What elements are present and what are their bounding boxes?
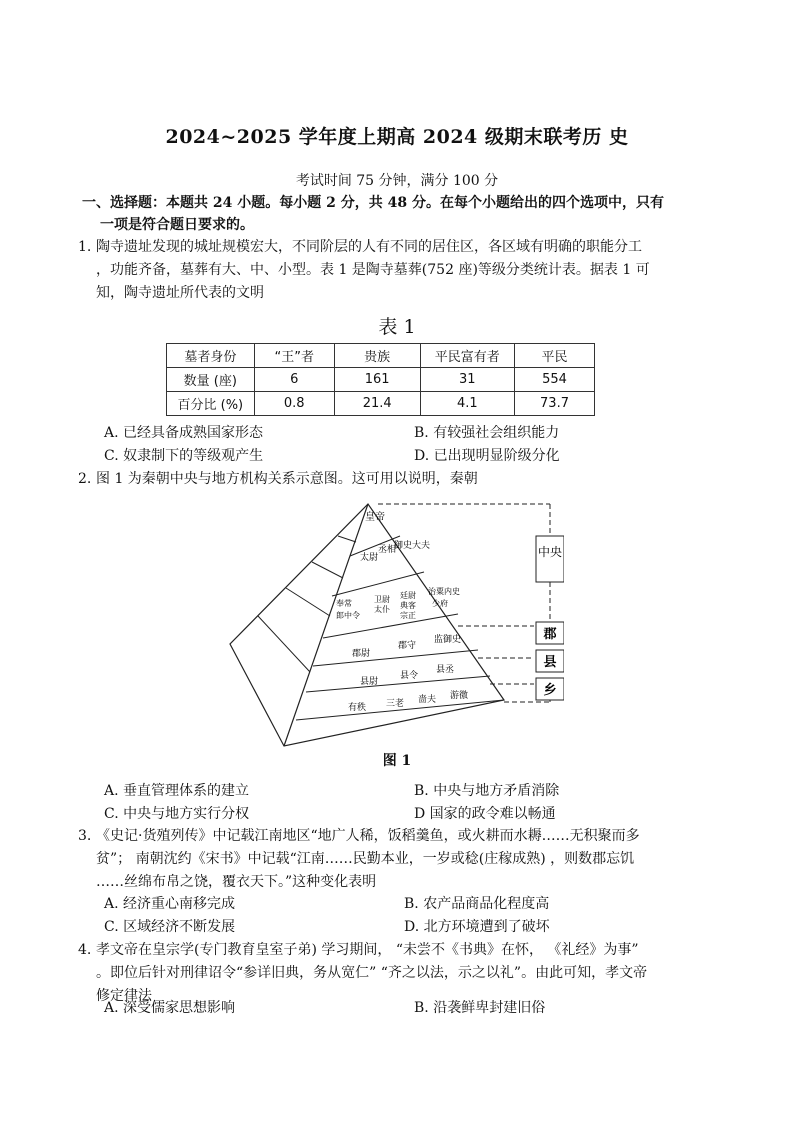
level3-label: 治粟内史 bbox=[428, 587, 460, 596]
county-label: 县尉 bbox=[360, 677, 379, 687]
county-box-label: 县 bbox=[543, 655, 557, 670]
table-header-cell: 平民富有者 bbox=[420, 344, 514, 368]
level2-label: 太尉 bbox=[360, 553, 379, 563]
q2-option-c[interactable]: C. 中央与地方实行分权 bbox=[104, 806, 250, 822]
table-cell: 554 bbox=[515, 368, 595, 392]
level3-label: 郎中令 bbox=[336, 611, 360, 620]
commandery-label: 郡守 bbox=[398, 641, 417, 651]
township-box-label: 乡 bbox=[543, 683, 557, 698]
figure-1-caption: 图 1 bbox=[382, 753, 412, 769]
section-heading-line1: 一、选择题：本题共 24 小题。每小题 2 分，共 48 分。在每个小题给出的四个选项中，只有 bbox=[82, 195, 664, 211]
q1-option-a[interactable]: A. 已经具备成熟国家形态 bbox=[104, 425, 264, 441]
township-label: 游徼 bbox=[450, 691, 469, 701]
commandery-box-label: 郡 bbox=[543, 627, 557, 642]
table-cell: 数量 (座) bbox=[167, 368, 255, 392]
level3-labels bbox=[336, 586, 460, 620]
table-cell: 4.1 bbox=[420, 392, 514, 416]
exam-title: 2024~2025 学年度上期高 2024 级期末联考历 史 bbox=[165, 126, 629, 148]
central-box bbox=[536, 536, 564, 582]
question-1-number: 1. bbox=[78, 239, 92, 255]
q3-option-d[interactable]: D. 北方环境遭到了破坏 bbox=[404, 919, 550, 935]
question-2-number: 2. bbox=[78, 471, 92, 487]
tomb-stats-table bbox=[166, 343, 595, 416]
q1-option-d[interactable]: D. 已出现明显阶级分化 bbox=[414, 448, 560, 464]
commandery-label: 郡尉 bbox=[352, 649, 371, 659]
level3-label: 少府 bbox=[432, 599, 448, 608]
level2-labels bbox=[360, 539, 430, 563]
q2-option-b[interactable]: B. 中央与地方矛盾消除 bbox=[414, 783, 560, 799]
emperor-label: 皇帝 bbox=[365, 512, 385, 523]
question-2-line: 图 1 为秦朝中央与地方机构关系示意图。这可用以说明，秦朝 bbox=[96, 471, 478, 487]
table-row bbox=[167, 368, 595, 392]
table-header-cell: 贵族 bbox=[334, 344, 420, 368]
table-cell: 73.7 bbox=[515, 392, 595, 416]
table-header-cell: 墓者身份 bbox=[167, 344, 255, 368]
table-cell: 6 bbox=[254, 368, 334, 392]
question-1-line: 陶寺遗址发现的城址规模宏大，不同阶层的人有不同的居住区，各区域有明确的职能分工 bbox=[96, 239, 642, 255]
table-row bbox=[167, 392, 595, 416]
question-3-line: 贫”； 南朝沈约《宋书》中记载“江南……民勤本业，一岁或稔(庄稼成熟) ，则数郡忘饥 bbox=[96, 851, 635, 867]
question-1-line: 知，陶寺遗址所代表的文明 bbox=[96, 285, 264, 301]
level2-label: 丞相 bbox=[378, 545, 397, 555]
table-1-caption: 表 1 bbox=[378, 316, 416, 338]
q1-option-c[interactable]: C. 奴隶制下的等级观产生 bbox=[104, 448, 264, 464]
county-label: 县丞 bbox=[436, 665, 455, 675]
left-face-line bbox=[258, 616, 310, 672]
question-4-line: 。即位后针对刑律诏令“参详旧典，务从宽仁” “齐之以法，示之以礼”。由此可知，孝文帝 bbox=[96, 965, 648, 981]
level2-label: 御史大夫 bbox=[394, 541, 431, 551]
county-label: 县令 bbox=[400, 671, 419, 681]
question-3-number: 3. bbox=[78, 828, 92, 844]
left-face-line bbox=[312, 562, 343, 578]
level3-label: 卫尉 bbox=[374, 595, 390, 604]
qin-government-pyramid-figure bbox=[228, 498, 564, 748]
pyramid-outline bbox=[230, 504, 504, 746]
question-4-number: 4. bbox=[78, 942, 92, 958]
q3-option-a[interactable]: A. 经济重心南移完成 bbox=[104, 896, 236, 912]
section-heading-line2: 一项是符合题日要求的。 bbox=[100, 217, 254, 233]
q1-option-b[interactable]: B. 有较强社会组织能力 bbox=[414, 425, 560, 441]
exam-subtitle: 考试时间 75 分钟，满分 100 分 bbox=[295, 173, 499, 189]
q2-option-d[interactable]: D 国家的政令难以畅通 bbox=[414, 806, 556, 822]
q3-option-b[interactable]: B. 农产品商品化程度高 bbox=[404, 896, 550, 912]
level3-label: 典客 bbox=[400, 601, 416, 610]
q4-option-a[interactable]: A. 深受儒家思想影响 bbox=[104, 1000, 236, 1016]
level3-label: 廷尉 bbox=[400, 591, 416, 600]
question-4-line: 修定律法 bbox=[96, 988, 152, 1004]
q4-option-b[interactable]: B. 沿袭鲜卑封建旧俗 bbox=[414, 1000, 546, 1016]
level3-label: 宗正 bbox=[400, 611, 416, 620]
band-line bbox=[313, 650, 478, 666]
table-cell: 31 bbox=[420, 368, 514, 392]
question-4-line: 孝文帝在皇宗学(专门教育皇室子弟) 学习期间， “未尝不《书典》在怀， 《礼经》为事” bbox=[96, 942, 639, 958]
commandery-label: 监御史 bbox=[434, 635, 462, 645]
left-face-line bbox=[338, 536, 356, 542]
table-cell: 百分比 (%) bbox=[167, 392, 255, 416]
commandery-labels bbox=[352, 633, 461, 659]
township-label: 三老 bbox=[386, 699, 405, 709]
left-face-line bbox=[286, 588, 330, 616]
question-3-line: 《史记·货殖列传》中记载江南地区“地广人稀，饭稻羹鱼，或火耕而水耨……无积聚而多 bbox=[96, 828, 640, 844]
table-cell: 0.8 bbox=[254, 392, 334, 416]
question-3-line: ……丝绵布帛之饶，覆衣天下。”这种变化表明 bbox=[96, 874, 377, 890]
q2-option-a[interactable]: A. 垂直管理体系的建立 bbox=[104, 783, 250, 799]
band-line bbox=[306, 676, 490, 692]
township-label: 啬夫 bbox=[418, 695, 437, 705]
table-header-row bbox=[167, 344, 595, 368]
level3-label: 太仆 bbox=[374, 605, 390, 614]
central-box-label: 中央 bbox=[537, 545, 563, 559]
table-cell: 21.4 bbox=[334, 392, 420, 416]
table-header-cell: “王”者 bbox=[254, 344, 334, 368]
table-cell: 161 bbox=[334, 368, 420, 392]
township-label: 有秩 bbox=[348, 703, 367, 713]
q3-option-c[interactable]: C. 区域经济不断发展 bbox=[104, 919, 236, 935]
table-header-cell: 平民 bbox=[515, 344, 595, 368]
question-1-line: ，功能齐备，墓葬有大、中、小型。表 1 是陶寺墓葬(752 座)等级分类统计表。据表 1 可 bbox=[96, 262, 650, 278]
level3-label: 奉常 bbox=[336, 599, 352, 608]
